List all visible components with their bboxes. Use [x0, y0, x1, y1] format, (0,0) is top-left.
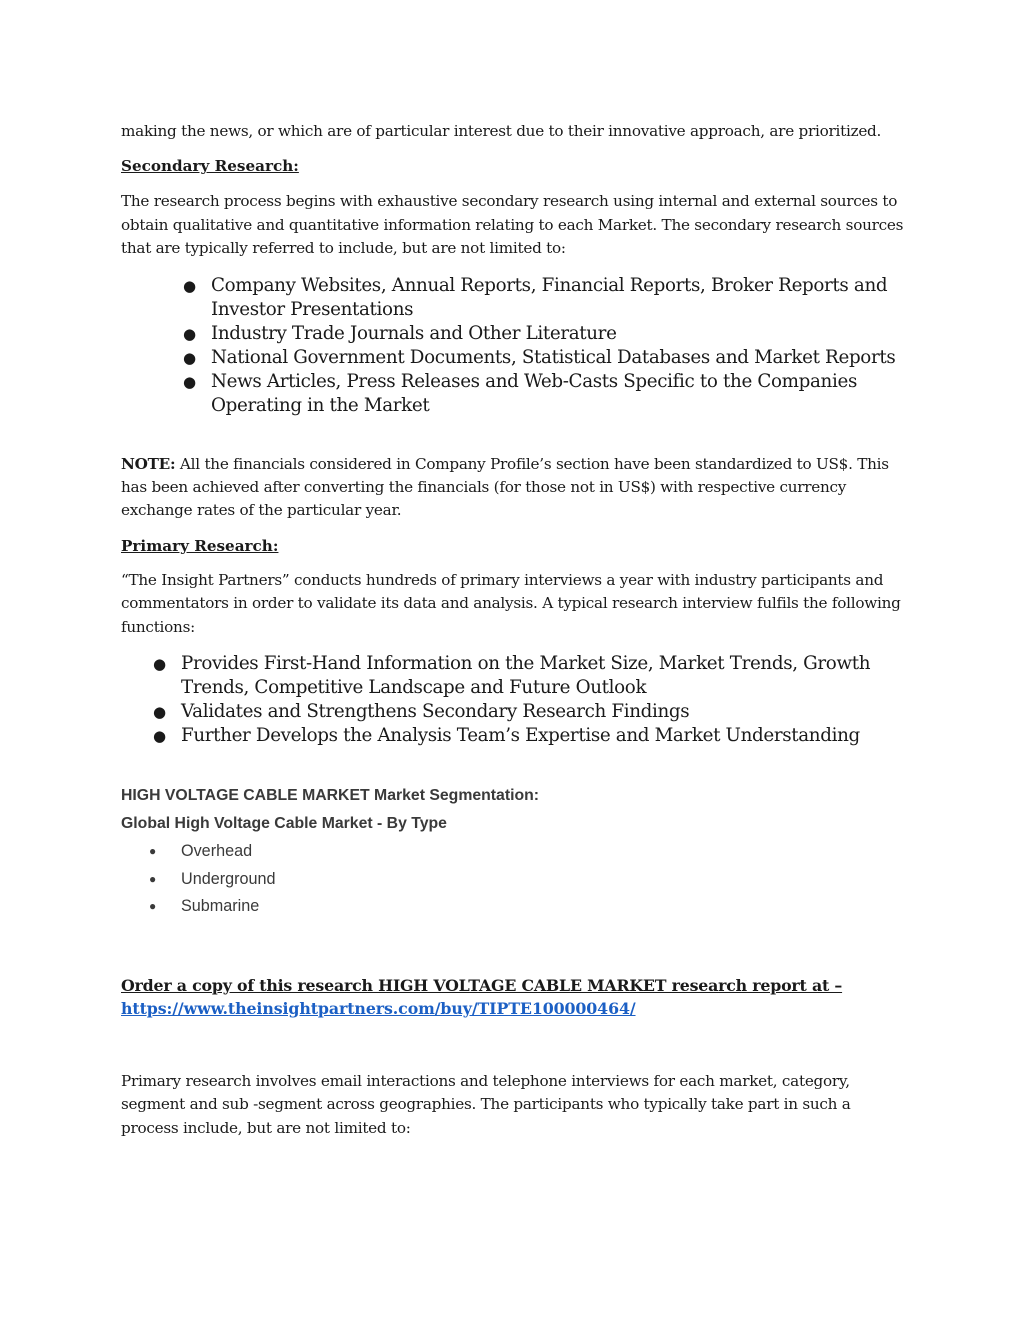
- bullet-icon: ●: [153, 727, 166, 746]
- note-label: NOTE:: [121, 454, 176, 473]
- closing-paragraph: Primary research involves email interactions and telephone interviews for each market, category, segment and sub -segment across geographies. The participants who typically take part in such a process include, but are not limited to:: [121, 1071, 851, 1137]
- document-page: [121, 120, 911, 1140]
- bullet-icon: ●: [183, 276, 196, 295]
- list-item: ● News Articles, Press Releases and Web-Casts Specific to the Companies Operating in the Market: [183, 370, 857, 416]
- primary-research-heading: Primary Research:: [121, 536, 279, 555]
- list-item: ● Underground: [121, 866, 911, 894]
- segmentation-list: [121, 838, 911, 921]
- list-item: ● National Government Documents, Statistical Databases and Market Reports: [183, 346, 896, 368]
- bullet-icon: ●: [183, 324, 196, 343]
- list-item: ● Overhead: [121, 838, 911, 866]
- list-item: ● Further Develops the Analysis Team’s Expertise and Market Understanding: [153, 725, 860, 747]
- list-item: ● Industry Trade Journals and Other Literature: [183, 322, 617, 344]
- order-text: Order a copy of this research HIGH VOLTAGE CABLE MARKET research report at –: [121, 975, 843, 995]
- primary-functions-list: [121, 652, 911, 748]
- secondary-research-heading: Secondary Research:: [121, 157, 299, 176]
- bullet-icon: ●: [149, 899, 157, 914]
- bullet-icon: ●: [149, 871, 157, 886]
- secondary-research-paragraph: The research process begins with exhaustive secondary research using internal and external sources to obtain qualitative and quantitative information relating to each Market. The secondary research sources that are typically referred to include, but are not limited to:: [121, 192, 904, 258]
- segmentation-subtitle: Global High Voltage Cable Market - By Type: [121, 815, 447, 833]
- bullet-icon: ●: [183, 348, 196, 367]
- list-item: ● Validates and Strengthens Secondary Research Findings: [153, 701, 690, 723]
- intro-paragraph: making the news, or which are of particular interest due to their innovative approach, are prioritized.: [121, 122, 882, 140]
- list-item: ● Company Websites, Annual Reports, Financial Reports, Broker Reports and Investor Presentations: [183, 274, 888, 320]
- bullet-icon: ●: [149, 844, 157, 859]
- bullet-icon: ●: [183, 372, 196, 391]
- segmentation-title: HIGH VOLTAGE CABLE MARKET Market Segmentation:: [121, 787, 540, 805]
- order-link[interactable]: https://www.theinsightpartners.com/buy/TIPTE100000464/: [121, 998, 636, 1018]
- bullet-icon: ●: [153, 655, 166, 674]
- note-paragraph: [121, 453, 911, 523]
- bullet-icon: ●: [153, 703, 166, 722]
- note-text: All the financials considered in Company Profile’s section have been standardized to US$. This has been achieved after converting the financials (for those not in US$) with respective currency exchange rates of the particular year.: [121, 454, 889, 520]
- primary-research-paragraph: “The Insight Partners” conducts hundreds of primary interviews a year with industry participants and commentators in order to validate its data and analysis. A typical research interview fulfils the following functions:: [121, 570, 901, 636]
- secondary-sources-list: [121, 274, 911, 418]
- list-item: ● Submarine: [121, 893, 911, 921]
- list-item: ● Provides First-Hand Information on the Market Size, Market Trends, Growth Trends, Competitive Landscape and Future Outlook: [153, 653, 871, 699]
